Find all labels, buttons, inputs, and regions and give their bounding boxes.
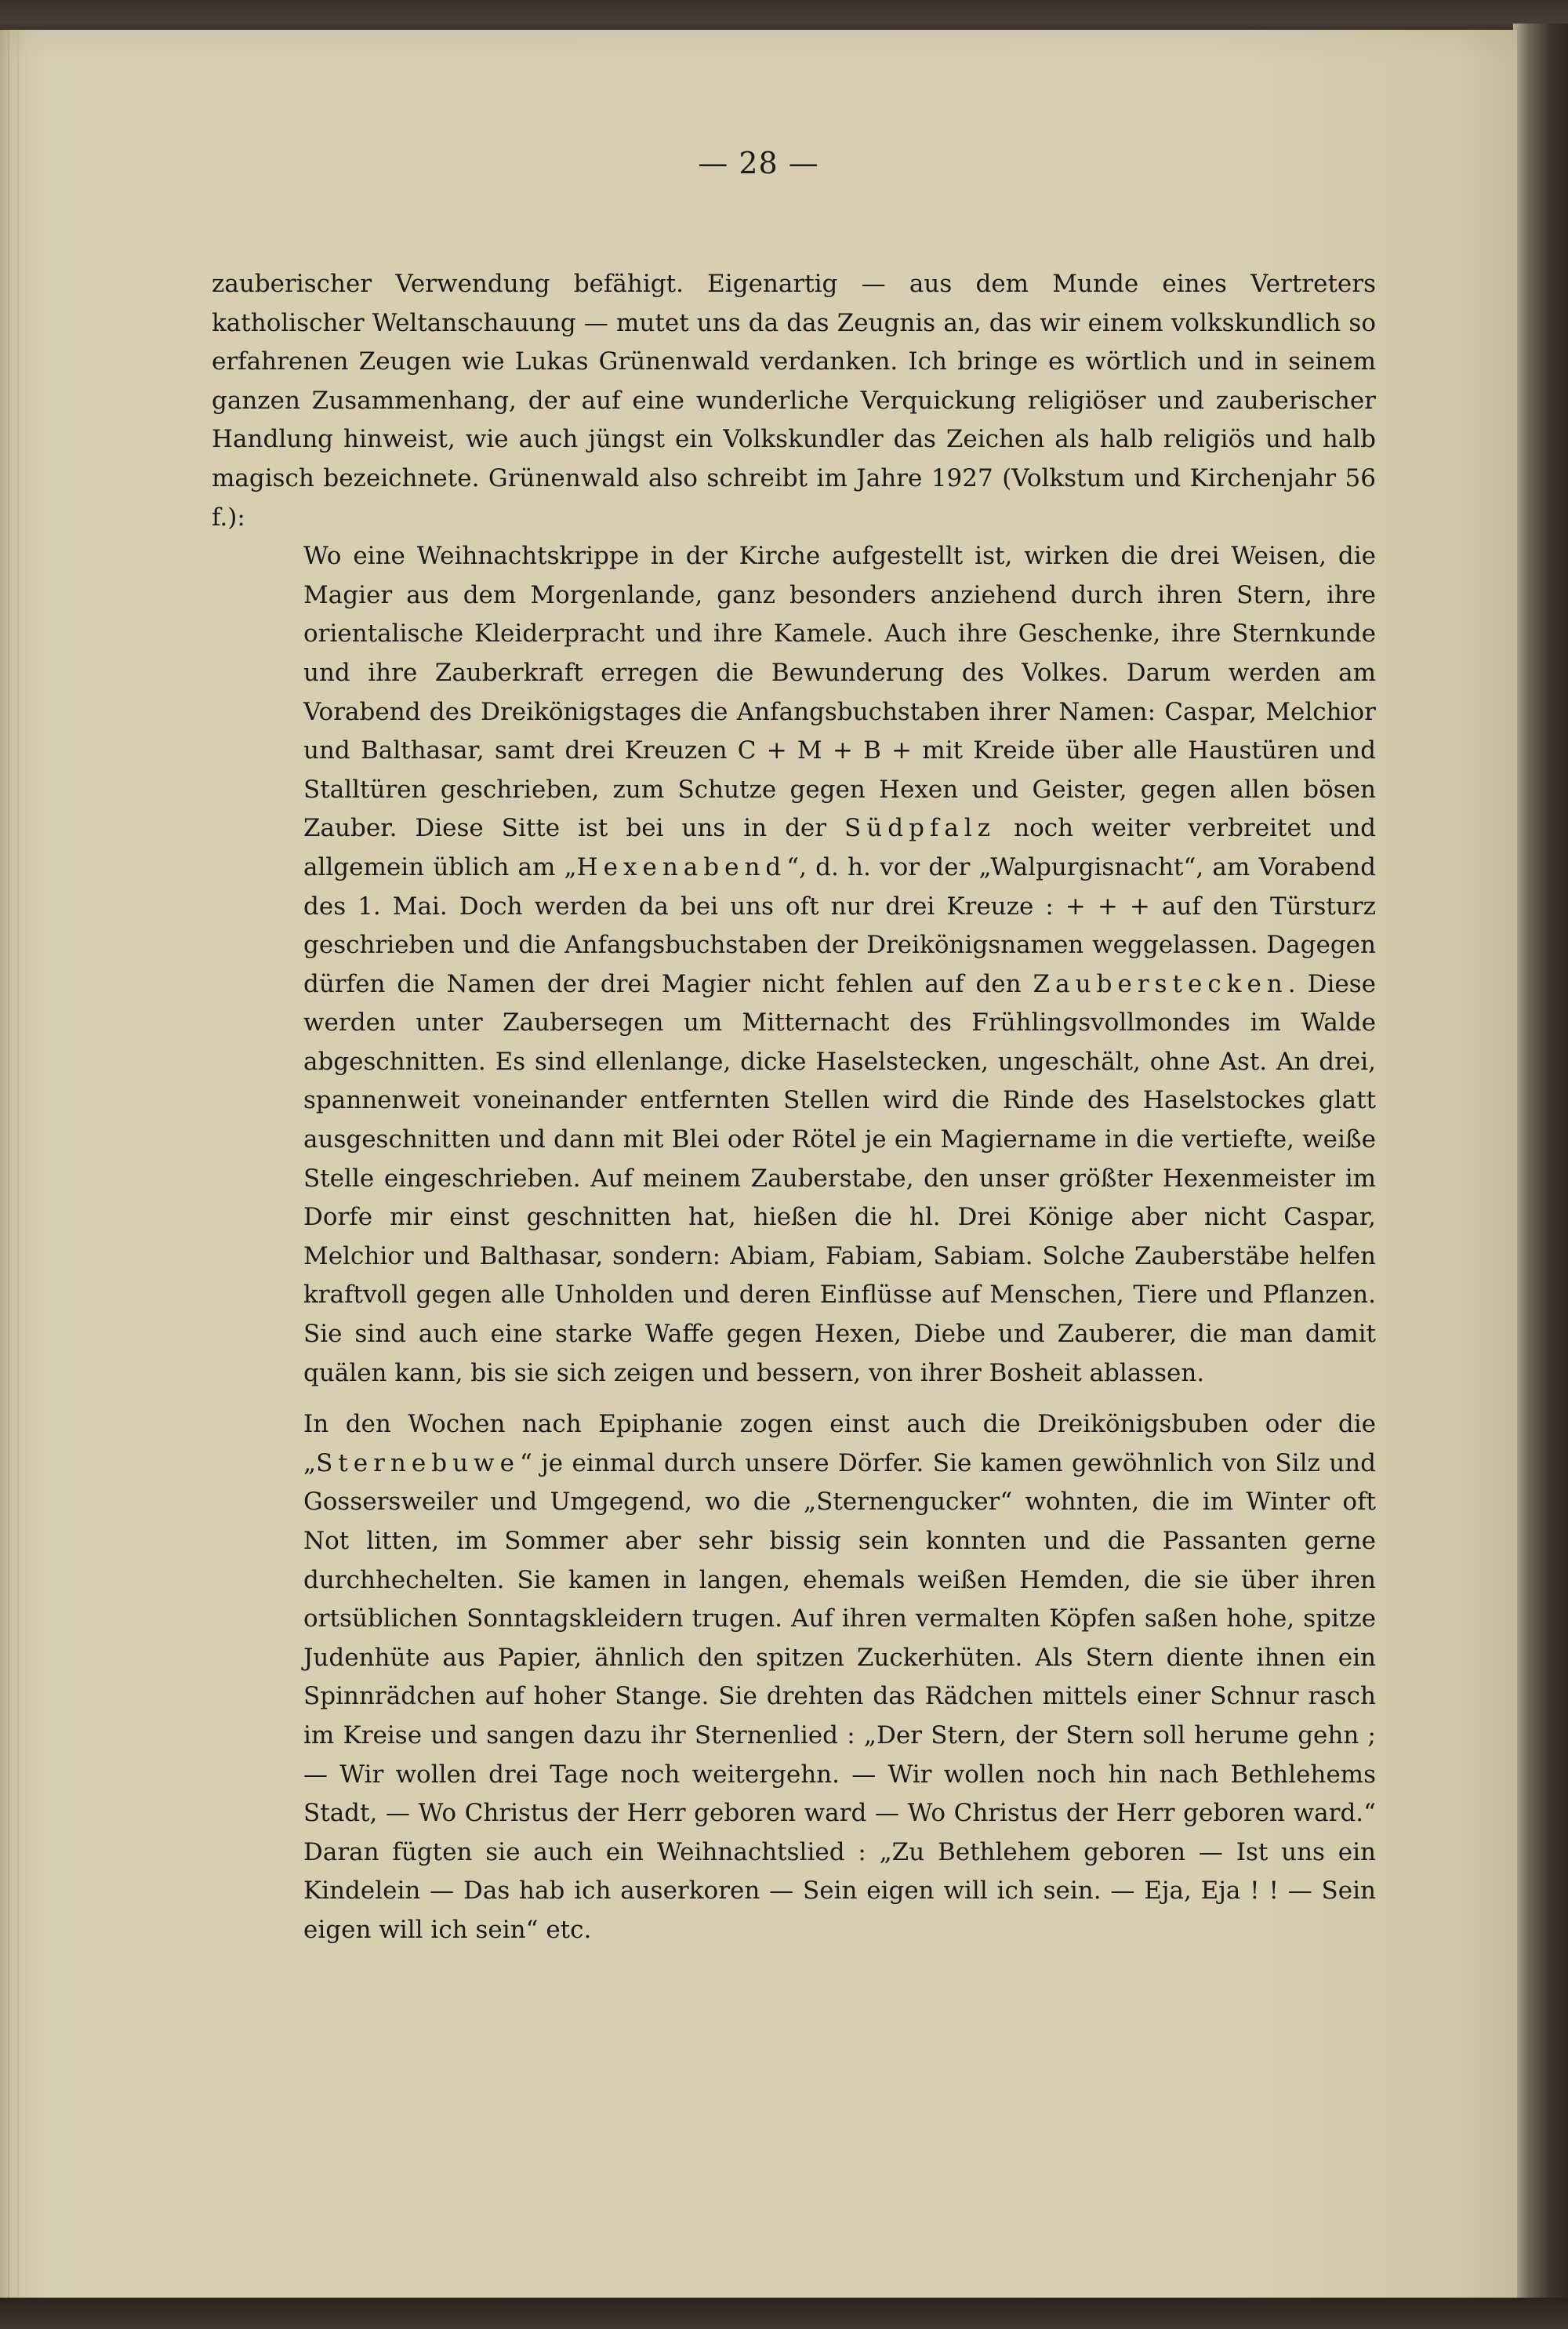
quote-1-text-c: “, d. h. vor der „Walpurgisnacht“, am Vorabend des 1. Mai. Doch werden da bei uns oft nur drei Kreuze : + + + auf den Türsturz geschrieben und die Anfangsbuchstaben der Dreikönigsnamen weggelassen. Dagegen dürfen die Namen der drei Magier nicht fehlen auf den bbox=[303, 852, 1376, 998]
quote-2-text-b: “ je einmal durch unsere Dörfer. Sie kamen gewöhnlich von Silz und Gossersweiler und Umgegend, wo die „Sternengucker“ wohnten, die im Winter oft Not litten, im Sommer aber sehr bissig sein konnten und die Passanten gerne durchhechelten. Sie kamen in langen, ehemals weißen Hemden, die sie über ihren ortsüblichen Sonntagskleidern trugen. Auf ihren vermalten Köpfen saßen hohe, spitze Judenhüte aus Papier, ähnlich den spitzen Zuckerhüten. Als Stern diente ihnen ein Spinnrädchen auf hoher Stange. Sie drehten das Rädchen mittels einer Schnur rasch im Kreise und sangen dazu ihr Sternenlied : „Der Stern, der Stern soll herume gehn ; — Wir wollen drei Tage noch weitergehn. — Wir wollen noch hin nach Bethlehems Stadt, — Wo Christus der Herr geboren ward — Wo Christus der Herr geboren ward.“ Daran fügten sie auch ein Weihnachtslied : „Zu Bethlehem geboren — Ist uns ein Kindelein — Das hab ich auserkoren — Sein eigen will ich sein. — Eja, Eja ! ! — Sein eigen will ich sein“ etc. bbox=[303, 1448, 1376, 1944]
quote-2-text-a: In den Wochen nach Epiphanie zogen einst auch die Dreikönigsbuben oder die „ bbox=[303, 1410, 1376, 1477]
paper-page bbox=[0, 30, 1517, 2302]
page-number: — 28 — bbox=[698, 146, 819, 180]
quote-1-text-a: Wo eine Weihnachtskrippe in der Kirche aufgestellt ist, wirken die drei Weisen, die Magier aus dem Morgenlande, ganz besonders anziehend durch ihren Stern, ihre orientalische Kleiderpracht und ihre Kamele. Auch ihre Geschenke, ihre Sternkunde und ihre Zauberkraft erregen die Bewunderung des Volkes. Darum werden am Vorabend des Dreikönigstages die Anfangsbuchstaben ihrer Namen: Caspar, Melchior und Balthasar, samt drei Kreuzen C + M + B + mit Kreide über alle Haustüren und Stalltüren geschrieben, zum Schutze gegen Hexen und Geister, gegen allen bösen Zauber. Diese Sitte ist bei uns in der bbox=[303, 542, 1376, 843]
quote-1-text-b: noch weiter verbreitet und allgemein üblich am „ bbox=[303, 814, 1376, 881]
quote-1-text-d: . Diese werden unter Zaubersegen um Mitternacht des Frühlingsvollmondes im Walde abgeschnitten. Es sind ellenlange, dicke Haselstecken, ungeschält, ohne Ast. An drei, spannenweit voneinander entfernten Stellen wird die Rinde des Haselstockes glatt ausgeschnitten und dann mit Blei oder Rötel je ein Magiername in die vertiefte, weiße Stelle eingeschrieben. Auf meinem Zauberstabe, den unser größter Hexenmeister im Dorfe mir einst geschnitten hat, hießen die hl. Drei Könige aber nicht Caspar, Melchior und Balthasar, sondern: Abiam, Fabiam, Sabiam. Solche Zauberstäbe helfen kraftvoll gegen alle Unholden und deren Einflüsse auf Menschen, Tiere und Pflanzen. Sie sind auch eine starke Waffe gegen Hexen, Diebe und Zauberer, die man damit quälen kann, bis sie sich zeigen und bessern, von ihrer Bosheit ablassen. bbox=[303, 969, 1376, 1387]
gutter-leaf-line bbox=[26, 30, 27, 2302]
intro-paragraph: zauberischer Verwendung befähigt. Eigenartig — aus dem Munde eines Vertreters katholischer Weltanschauung — mutet uns da das Zeugnis an, das wir einem volkskundlich so erfahrenen Zeugen wie Lukas Grünenwald verdanken. Ich bringe es wörtlich und in seinem ganzen Zusammenhang, der auf eine wunderliche Verquickung religiöser und zauberischer Handlung hinweist, wie auch jüngst ein Volkskundler das Zeichen als halb religiös und halb magisch bezeichnete. Grünenwald also schreibt im Jahre 1927 (Volkstum und Kirchenjahr 56 f.): bbox=[212, 270, 1376, 532]
gutter-leaf-line bbox=[17, 30, 19, 2302]
quote-paragraph-2 bbox=[303, 1405, 1376, 1949]
body-text bbox=[212, 265, 1376, 1950]
spaced-word-hexenabend: Hexenabend bbox=[576, 852, 787, 881]
paragraph-gap bbox=[212, 1393, 1376, 1405]
quote-paragraph-1 bbox=[303, 537, 1376, 1393]
gutter-leaf-line bbox=[8, 30, 9, 2302]
book-cover-right-edge bbox=[1513, 24, 1568, 2313]
spaced-word-suedpfalz: Südpfalz bbox=[844, 814, 996, 843]
spaced-word-zauberstecken: Zauberstecken bbox=[1033, 969, 1288, 998]
spaced-word-sternebuwe: Sternebuwe bbox=[316, 1448, 520, 1477]
book-cover-bottom-edge bbox=[0, 2298, 1568, 2329]
